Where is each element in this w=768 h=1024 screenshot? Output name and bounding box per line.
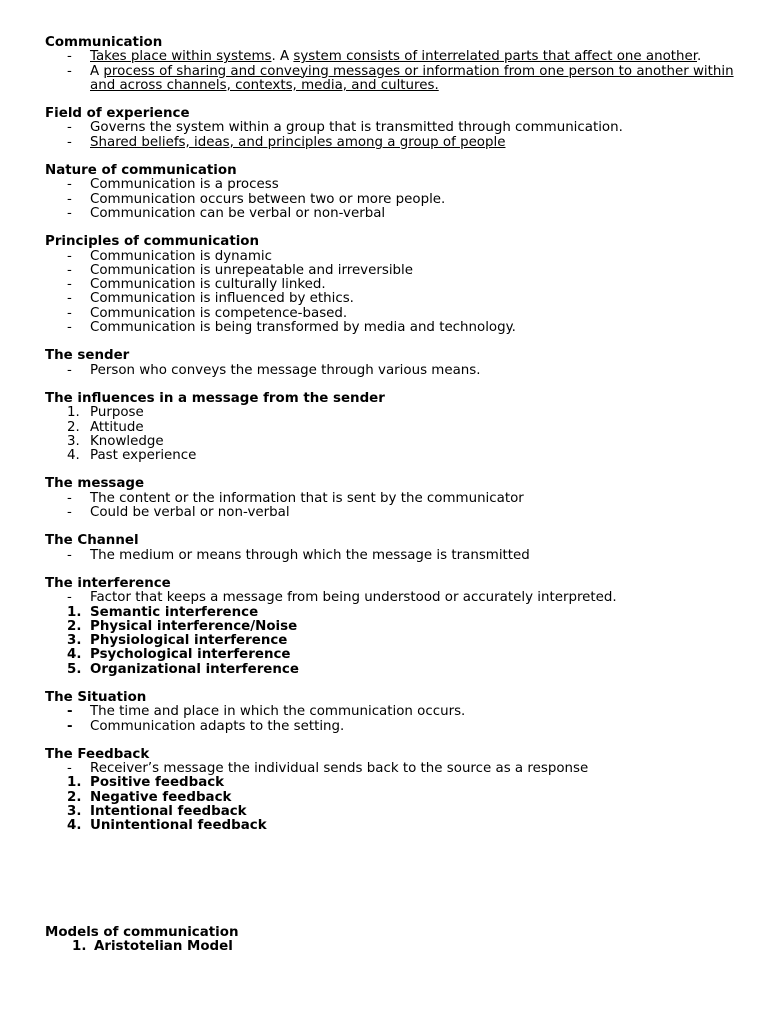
list-item-text: Attitude <box>90 419 144 435</box>
number-marker: 1. <box>67 775 82 791</box>
dash-marker: - <box>67 718 73 734</box>
list-item-text: Factor that keeps a message from being understood or accurately interpreted. <box>90 590 617 606</box>
dash-marker: - <box>67 490 72 506</box>
list-item-text: Shared beliefs, ideas, and principles among a group of people <box>90 134 506 150</box>
number-marker: 1. <box>67 405 80 421</box>
section-communication <box>45 36 735 93</box>
list-item <box>45 364 735 378</box>
list-item <box>45 506 735 520</box>
section-heading: The message <box>45 476 145 492</box>
list-item-text: Negative feedback <box>90 789 232 805</box>
number-marker: 4. <box>67 818 82 834</box>
number-marker: 2. <box>67 789 82 805</box>
number-marker: 3. <box>67 433 80 449</box>
list-item-text: Communication is a process <box>90 177 279 193</box>
list-item <box>45 307 735 321</box>
list-item-text: Aristotelian Model <box>94 938 233 954</box>
list-item-text: Communication adapts to the setting. <box>90 718 345 734</box>
dash-marker: - <box>67 262 72 278</box>
section-nature <box>45 164 735 221</box>
list-item <box>45 549 735 563</box>
list-item-text: Could be verbal or non-verbal <box>90 505 290 521</box>
list-item-text: Person who conveys the message through various means. <box>90 362 481 378</box>
list-item <box>45 634 735 648</box>
document-page <box>45 36 735 968</box>
number-marker: 5. <box>67 661 82 677</box>
list-item-text <box>90 65 735 94</box>
dash-marker: - <box>67 248 72 264</box>
section-influences <box>45 392 735 463</box>
list-item <box>45 178 735 192</box>
dash-marker: - <box>67 590 72 606</box>
section-heading: Principles of communication <box>45 234 260 250</box>
dash-marker: - <box>67 205 72 221</box>
section-heading: Models of communication <box>45 924 239 940</box>
list-item-text: Communication is culturally linked. <box>90 277 326 293</box>
list-item-text: Semantic interference <box>90 604 259 620</box>
list-item-text: Communication is competence-based. <box>90 305 348 321</box>
dash-marker: - <box>67 305 72 321</box>
section-heading: Communication <box>45 35 163 50</box>
section-interference <box>45 577 735 677</box>
section-feedback <box>45 748 735 834</box>
dash-marker: - <box>67 320 72 336</box>
section-heading: The Feedback <box>45 746 150 762</box>
list-item <box>45 207 735 221</box>
section-heading: The sender <box>45 348 130 364</box>
list-item <box>45 449 735 463</box>
dash-marker: - <box>67 120 72 136</box>
number-marker: 3. <box>67 804 82 820</box>
list-item <box>45 65 735 94</box>
underlined-text: system consists of interrelated parts that affect one another <box>293 49 698 65</box>
list-item <box>45 663 735 677</box>
list-item-text: Communication is unrepeatable and irreversible <box>90 262 414 278</box>
list-item-text: The medium or means through which the message is transmitted <box>90 547 530 563</box>
section-models <box>45 926 735 955</box>
section-heading: The interference <box>45 575 171 591</box>
dash-marker: - <box>67 177 72 193</box>
list-item-text: The content or the information that is sent by the communicator <box>90 490 524 506</box>
dash-marker: - <box>67 277 72 293</box>
section-heading: Nature of communication <box>45 163 237 179</box>
underlined-text: Takes place within systems <box>90 49 272 65</box>
list-item <box>45 321 735 335</box>
section-field-of-experience <box>45 107 735 150</box>
number-marker: 1. <box>67 604 82 620</box>
list-item <box>45 819 735 833</box>
list-item <box>45 940 735 954</box>
list-item-text: The time and place in which the communication occurs. <box>90 704 466 720</box>
list-item-text: Communication is influenced by ethics. <box>90 291 354 307</box>
list-item-text: Communication can be verbal or non-verbal <box>90 205 386 221</box>
dash-marker: - <box>67 49 72 65</box>
list-item-text: Communication occurs between two or more people. <box>90 191 446 207</box>
dash-marker: - <box>67 362 72 378</box>
section-heading: The Situation <box>45 689 147 705</box>
list-item-text: Communication is dynamic <box>90 248 272 264</box>
list-item <box>45 791 735 805</box>
dash-marker: - <box>67 505 72 521</box>
list-item <box>45 591 735 605</box>
section-situation <box>45 691 735 734</box>
section-principles <box>45 235 735 335</box>
list-item-text: Governs the system within a group that is transmitted through communication. <box>90 120 623 136</box>
list-item <box>45 50 735 64</box>
list-item-text: Physical interference/Noise <box>90 618 298 634</box>
number-marker: 2. <box>67 419 80 435</box>
list-item <box>45 278 735 292</box>
list-item <box>45 406 735 420</box>
dash-marker: - <box>67 191 72 207</box>
list-item <box>45 762 735 776</box>
list-item <box>45 264 735 278</box>
section-heading: Field of experience <box>45 106 190 122</box>
list-item-text: Knowledge <box>90 433 164 449</box>
section-message <box>45 477 735 520</box>
list-item-text: Organizational interference <box>90 661 299 677</box>
list-item <box>45 606 735 620</box>
dash-marker: - <box>67 291 72 307</box>
dash-marker: - <box>67 704 73 720</box>
dash-marker: - <box>67 761 72 777</box>
list-item-text <box>90 50 735 64</box>
list-item-text: Unintentional feedback <box>90 818 267 834</box>
list-item-text: Positive feedback <box>90 775 225 791</box>
plain-text: A <box>90 63 104 79</box>
list-item <box>45 121 735 135</box>
list-item <box>45 250 735 264</box>
list-item-text: Past experience <box>90 448 197 464</box>
list-item <box>45 136 735 150</box>
plain-text: . <box>697 49 702 65</box>
list-item <box>45 620 735 634</box>
list-item-text: Physiological interference <box>90 633 288 649</box>
list-item <box>45 705 735 719</box>
list-item-text: Intentional feedback <box>90 804 247 820</box>
list-item-text: Receiver’s message the individual sends back to the source as a response <box>90 761 589 777</box>
list-item <box>45 193 735 207</box>
section-channel <box>45 534 735 563</box>
section-heading: The Channel <box>45 533 139 549</box>
list-item <box>45 805 735 819</box>
section-heading: The influences in a message from the sender <box>45 390 385 406</box>
list-item <box>45 776 735 790</box>
list-item <box>45 435 735 449</box>
list-item-text: Psychological interference <box>90 647 291 663</box>
plain-text: . A <box>271 49 294 65</box>
list-item-text: Purpose <box>90 405 144 421</box>
section-sender <box>45 349 735 378</box>
list-item-text: Communication is being transformed by media and technology. <box>90 320 516 336</box>
number-marker: 4. <box>67 448 80 464</box>
blank-space <box>45 848 735 926</box>
number-marker: 3. <box>67 633 82 649</box>
number-marker: 4. <box>67 647 82 663</box>
list-item <box>45 720 735 734</box>
dash-marker: - <box>67 134 72 150</box>
number-marker: 2. <box>67 618 82 634</box>
number-marker: 1. <box>72 938 87 954</box>
list-item <box>45 292 735 306</box>
list-item <box>45 492 735 506</box>
dash-marker: - <box>67 547 72 563</box>
list-item <box>45 421 735 435</box>
list-item <box>45 648 735 662</box>
dash-marker: - <box>67 63 72 79</box>
underlined-text: process of sharing and conveying messages or information from one person to another within and across channels, contexts, media, and cultures. <box>90 63 734 93</box>
